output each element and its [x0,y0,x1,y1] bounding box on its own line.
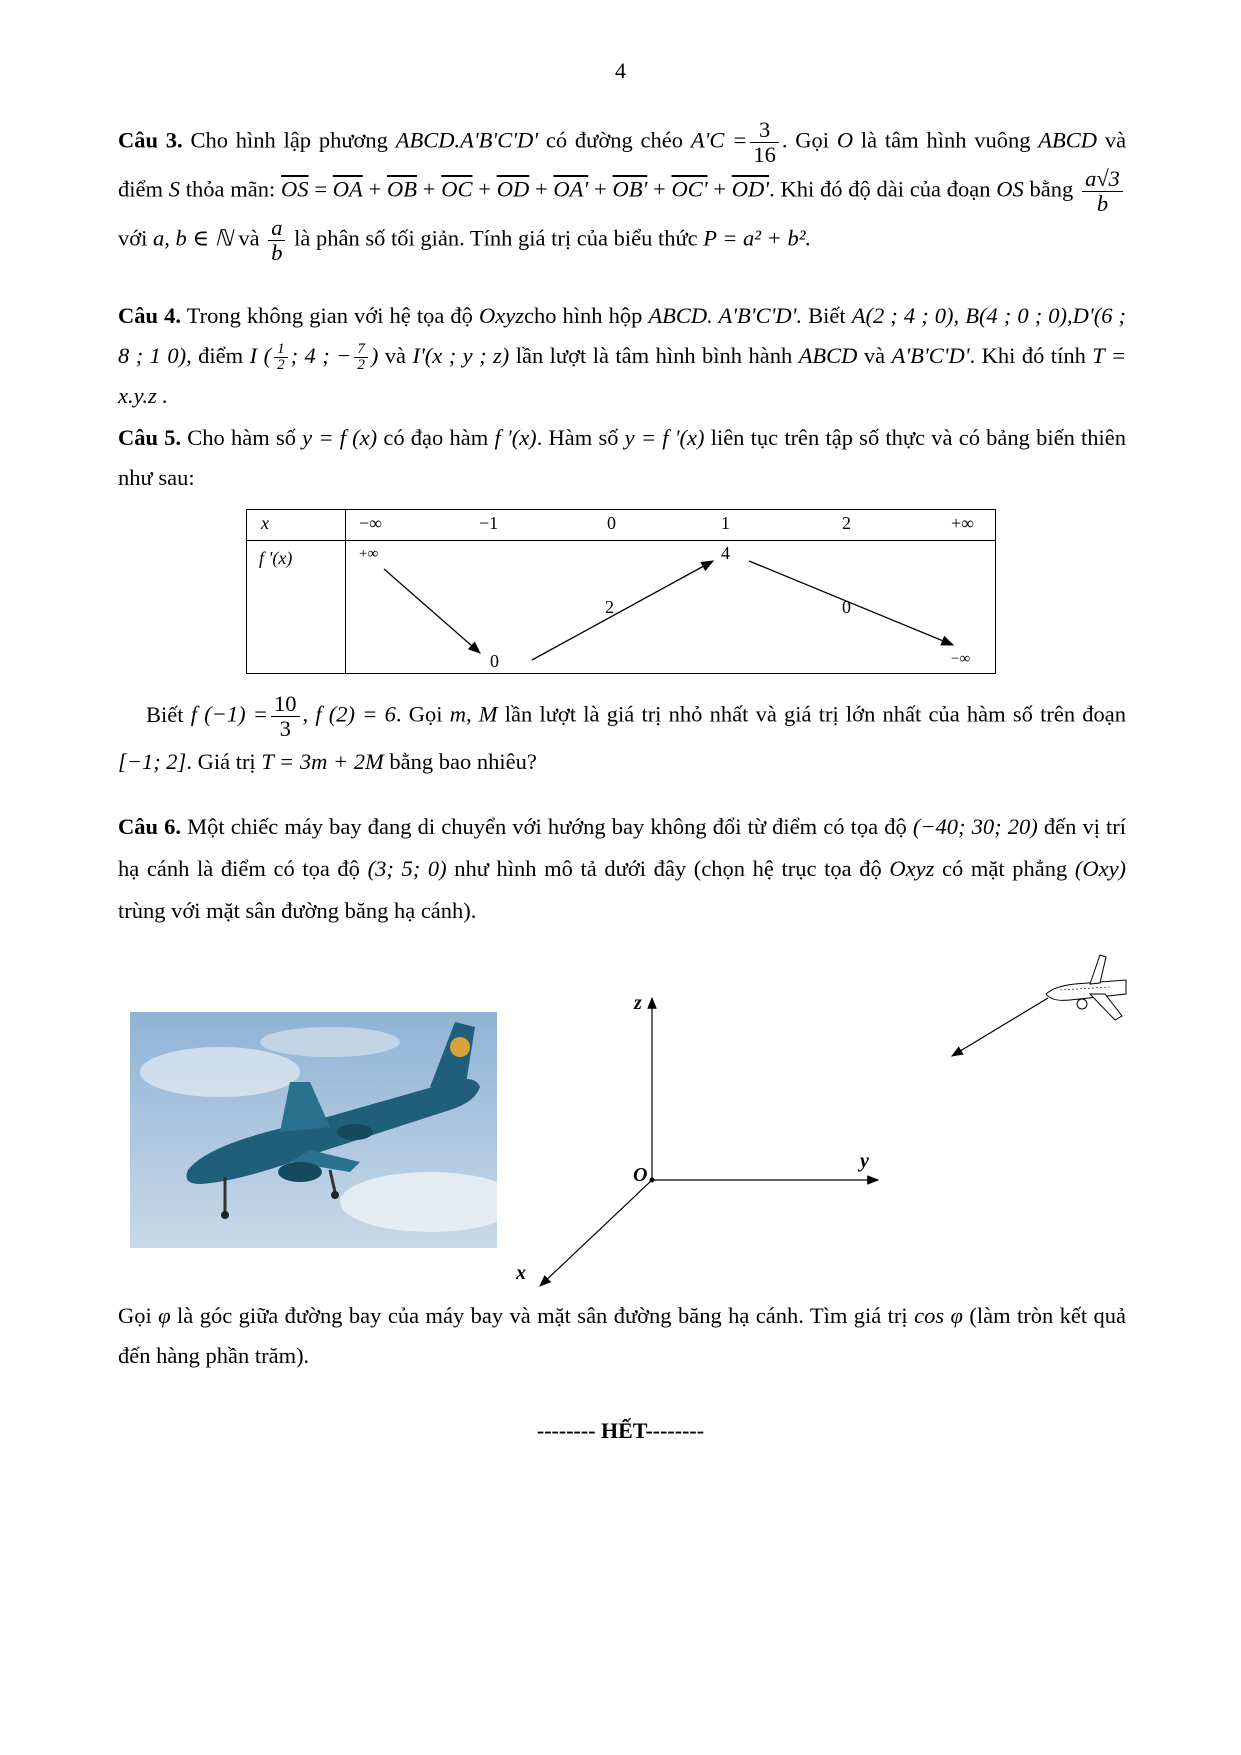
q4-point-a: A(2 ; 4 ; 0), [851,303,960,328]
q3-cube: ABCD.A'B'C'D' [395,127,539,153]
q6-text: (làm tròn kết quả đến hàng phần trăm). [118,1303,1127,1368]
q4-text: cho hình hộp [523,303,643,328]
table-value: +∞ [359,546,379,562]
table-value: −∞ [951,651,971,667]
q3-segment: OS [996,176,1024,202]
axis-z-label: z [634,992,642,1014]
q4-text: và [863,343,886,368]
question-6 [118,806,1126,932]
end-marker: -------- HẾT-------- [536,1418,705,1443]
table-x-value: +∞ [951,513,974,533]
variation-table [246,509,996,674]
q5-text: liên tục trên tập số thực và có bảng biến thiên như sau: [118,425,1127,490]
q4-text: . Khi đó tính [969,343,1086,368]
question-5 [118,418,1126,498]
q3-ab-fraction: $\frac{a}{b}$ [268,216,285,265]
q4-text: điểm [198,343,244,368]
q3-text: với [118,225,148,251]
table-x-value: −1 [479,513,499,533]
q3-text: và [238,225,260,251]
q5-text: Biết [146,701,184,727]
q6-phi: φ [158,1303,171,1328]
table-value: 4 [721,543,730,563]
q3-text: là phân số tối giản. Tính giá trị của biểu thức [294,225,698,251]
q3-text: thỏa mãn: [185,176,276,202]
q5-text: . Gọi [395,701,443,727]
table-x-value: 2 [842,513,851,533]
airplane-photo [130,1012,497,1248]
q4-abcd: ABCD [798,343,858,368]
q5-text: . Hàm số [536,425,619,450]
q6-text: Một chiếc máy bay đang di chuyển với hướng bay không đổi từ điểm có tọa độ [187,814,907,839]
q6-point-1: (−40; 30; 20) [912,814,1038,839]
q4-text: lần lượt là tâm hình bình hành [515,343,793,368]
airplane-sketch-icon [940,950,1130,1070]
q3-diag-fraction: $\frac{3}{16}$ [750,118,779,167]
table-row-label: f '(x) [259,548,293,568]
q6-text: Gọi [118,1303,152,1328]
q4-point-b: B(4 ; 0 ; 0), [965,303,1073,328]
q5-fraction: $\frac{10}{3}$ [271,692,300,741]
q5-text: . Giá trị [186,749,256,774]
q4-apbpcpdp: A'B'C'D' [891,343,970,368]
q3-square: ABCD [1038,127,1098,153]
q5-text: Cho hàm số [187,425,296,450]
q3-text: Cho hình lập phương [190,127,388,153]
table-value: 2 [605,597,614,617]
q6-label: Câu 6. [118,814,181,839]
q3-expression: P = a² + b². [703,225,812,251]
q6-oxy: (Oxy) [1074,856,1127,881]
q3-point-o: O [836,127,854,153]
table-x-value: −∞ [359,513,382,533]
q6-text: như hình mô tả dưới đây (chọn hệ trục tọa độ [454,856,882,881]
q5-text: có đạo hàm [383,425,489,450]
table-x-value: 1 [721,513,730,533]
axis-origin-label: O [633,1164,648,1186]
q4-oxyz: Oxyz [478,303,524,328]
q5-text: bằng bao nhiêu? [389,749,537,774]
q6-text: trùng với mặt sân đường băng hạ cánh). [118,898,477,923]
q6-oxyz: Oxyz [889,856,935,881]
q3-label: Câu 3. [118,127,183,153]
q5-f-minus1: f (−1) = [190,701,268,727]
q6-cos: cos φ [914,1303,963,1328]
q5-label: Câu 5. [118,425,182,450]
q4-point-i: I ( $\frac{1}{2}$ ; 4 ; − $\frac{7}{2}$ ) [249,341,379,374]
question-3 [118,118,1126,265]
q4-label: Câu 4. [118,303,181,328]
q5-text: lần lượt là giá trị nhỏ nhất và giá trị lớn nhất của hàm số trên đoạn [504,701,1127,727]
q3-text: . Khi đó độ dài của đoạn [769,176,991,202]
q4-point-d: D'(6 ; 8 ; 1 0), [118,303,1127,368]
q4-text: và [384,343,407,368]
q4-box: ABCD. A'B'C'D'. [648,303,803,328]
q4-t-expression: T = x.y.z . [118,343,1127,408]
table-value: 0 [842,597,851,617]
q5-function: y = f (x) [302,425,378,450]
q3-text: có đường chéo [545,127,684,153]
q6-text: là góc giữa đường bay của máy bay và mặt sân đường băng hạ cánh. Tìm giá trị [177,1303,908,1328]
q5-derivative-function: y = f '(x) [624,425,705,450]
table-value: 0 [490,651,499,671]
q5-segment: [−1; 2] [118,749,187,774]
page-number: 4 [615,58,626,83]
axis-y-label: y [860,1150,869,1172]
q3-diag: A'C = [690,127,748,153]
q4-text: Trong không gian với hệ tọa độ [186,303,473,328]
q6-text: có mặt phẳng [941,856,1068,881]
question-5-continued [118,692,1126,783]
table-x-label: x [261,513,269,533]
q4-point-ip: I'(x ; y ; z) [412,343,510,368]
q5-f2: , f (2) = 6 [302,701,396,727]
q3-text: . Gọi [781,127,830,153]
question-6-continued [118,1296,1126,1376]
q3-point-s: S [168,176,181,202]
q6-point-2: (3; 5; 0) [367,856,447,881]
q4-text: Biết [808,303,846,328]
q6-text: đến vị trí hạ cánh là điểm có tọa độ [118,814,1127,881]
q3-ab: a, b ∈ ℕ [153,225,233,251]
question-4 [118,296,1126,416]
q5-t-expression: T = 3m + 2M [261,749,384,774]
coordinate-axes-diagram [500,990,920,1300]
q5-mm: m, M [449,701,498,727]
q3-length-fraction: $\frac{a√3}{b}$ [1082,167,1123,216]
q5-derivative: f '(x) [494,425,537,450]
table-arrows [247,510,997,675]
q3-text: bằng [1029,176,1074,202]
q3-vector-equation: $\overline{OS} = \overline{OA} + \overline{OB} + \overline{OC} + \overline{OD} + OA' + OB' + OC' + OD'$ [281,176,770,202]
axis-x-label: x [516,1262,526,1284]
table-x-value: 0 [607,513,616,533]
q3-text: là tâm hình vuông [860,127,1031,153]
q3-text: và điểm [118,127,1127,202]
